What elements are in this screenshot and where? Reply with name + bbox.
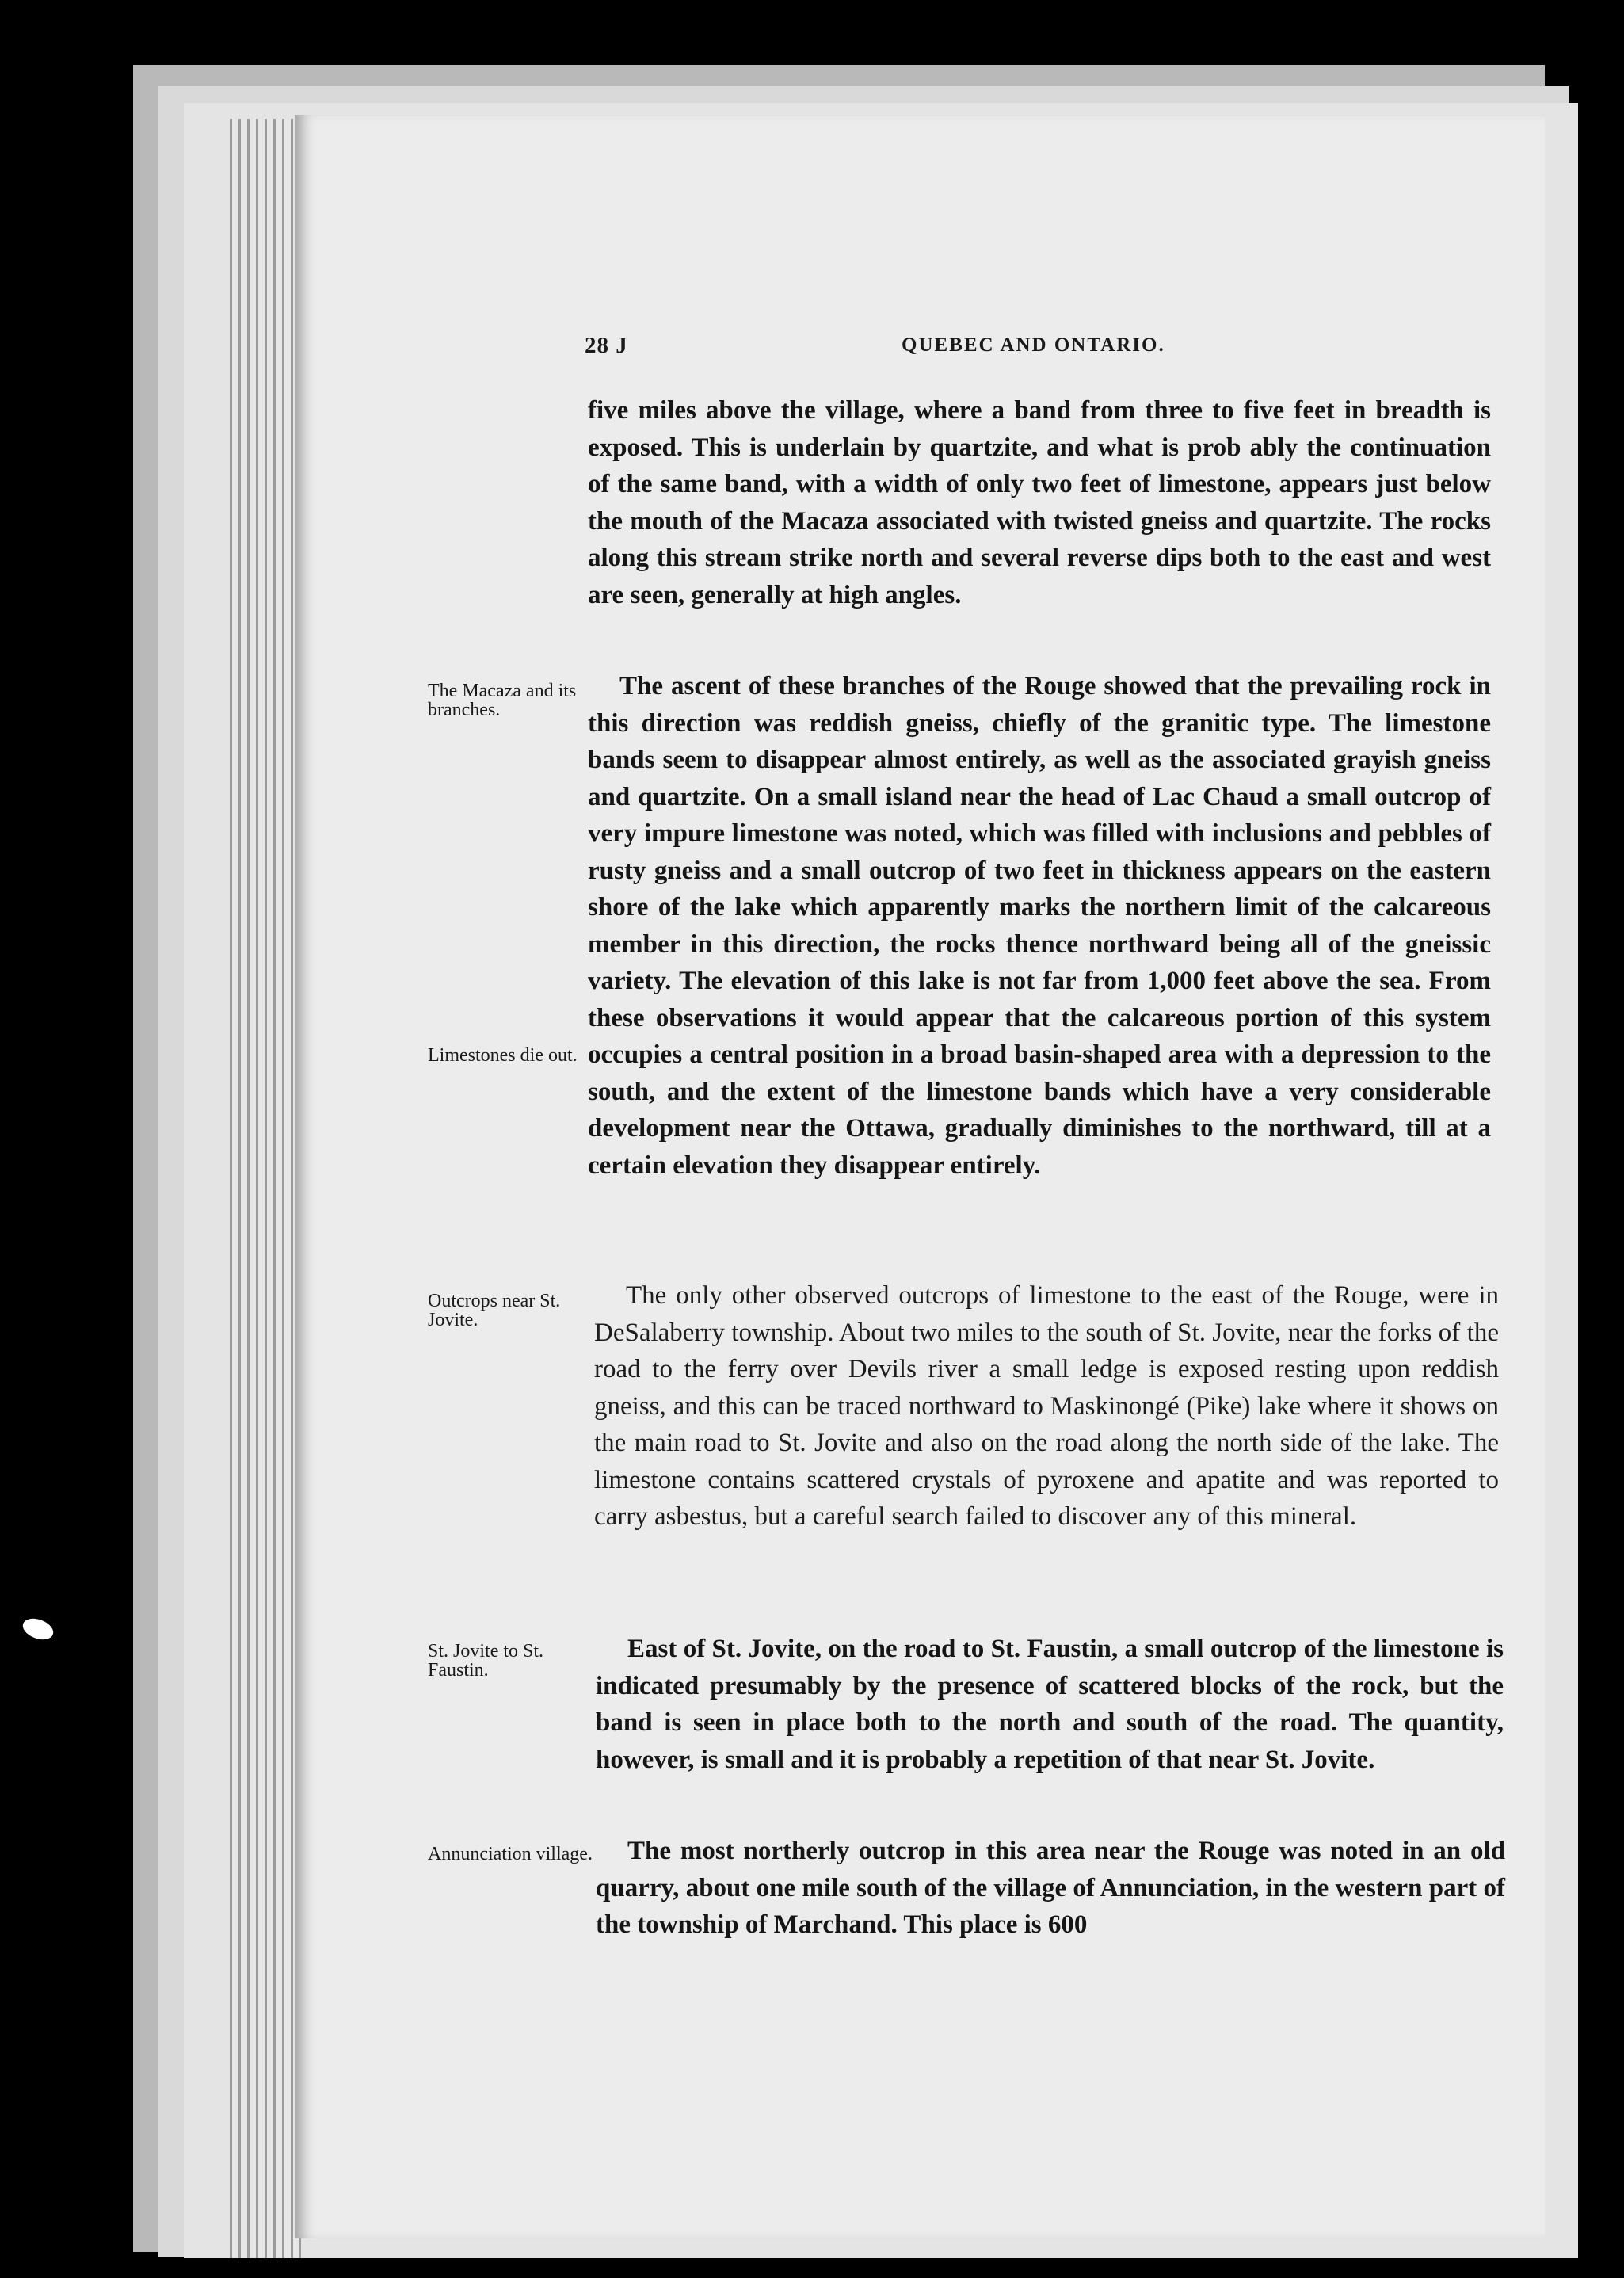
sidenote-limestones: Limestones die out. [428, 1045, 578, 1066]
paragraph-st-faustin: East of St. Jovite, on the road to St. Faustin, a small outcrop of the limestone is indicated presumably by the presence of scattered blocks of the rock, but the band is seen in place both to the north and south of the road. The quantity, however, is small and it is probably a repetition of that near St. Jovite. [596, 1635, 1504, 1774]
sidenote-st-jovite-to-st-faustin: St. Jovite to St. Faustin. [428, 1641, 544, 1681]
sidenote-outcrops-st-jovite: Outcrops near St. Jovite. [428, 1291, 561, 1330]
page-edges [230, 119, 301, 2258]
running-title: QUEBEC AND ONTARIO. [902, 334, 1165, 356]
sidenote-macaza: The Macaza and its branches. [428, 681, 577, 720]
sidenote-annunciation-village: Annunciation village. [428, 1844, 593, 1864]
paragraph-outcrops-st-jovite: The only other observed outcrops of limestone to the east of the Rouge, were in DeSalaberry township. About two miles to the south of St. Jovite, near the forks of the road to the ferry over Devils river a small ledge is exposed resting upon reddish gneiss, and this can be traced northward to Maskinongé (Pike) lake where it shows on the main road to St. Jovite and also on the road along the north side of the lake. The limestone contains scattered crystals of pyroxene and apatite and was reported to carry asbestus, but a careful search failed to discover any of this mineral. [594, 1281, 1499, 1531]
page-number: 28 J [585, 333, 628, 358]
scan-artifact-mark [20, 1615, 56, 1643]
running-head [585, 333, 1502, 372]
paragraph-macaza-branches: The ascent of these branches of the Rouge showed that the prevailing rock in this direction was reddish gneiss, chiefly of the granitic type. The limestone bands seem to disappear almost entirely, as well as the associated grayish gneiss and quartzite. On a small island near the head of Lac Chaud a small outcrop of very impure limestone was noted, which was filled with inclusions and pebbles of rusty gneiss and a small outcrop of two feet in thickness appears on the eastern shore of the lake which apparently marks the northern limit of the calcareous member in this direction, the rocks thence northward being all of the gneissic variety. The elevation of this lake is not far from 1,000 feet above the sea. From these observations it would appear that the calcareous portion of this system occupies a central position in a broad basin-shaped area with a depression to the south, and the extent of the limestone bands which have a very considerable development near the Ottawa, gradually diminishes to the northward, till at a certain elevation they disappear entirely. [588, 672, 1491, 1180]
paragraph-continuation: five miles above the village, where a band from three to five feet in breadth is exposed. This is underlain by quartzite, and what is prob ably the continuation of the same band, with a width of only two feet of limestone, appears just below the mouth of the Macaza associated with twisted gneiss and quartzite. The rocks along this stream strike north and several reverse dips both to the east and west are seen, generally at high angles. [588, 396, 1491, 609]
paragraph-annunciation: The most northerly outcrop in this area near the Rouge was noted in an old quarry, about one mile south of the village of Annunciation, in the western part of the township of Marchand. This place is 600 [596, 1837, 1505, 1939]
